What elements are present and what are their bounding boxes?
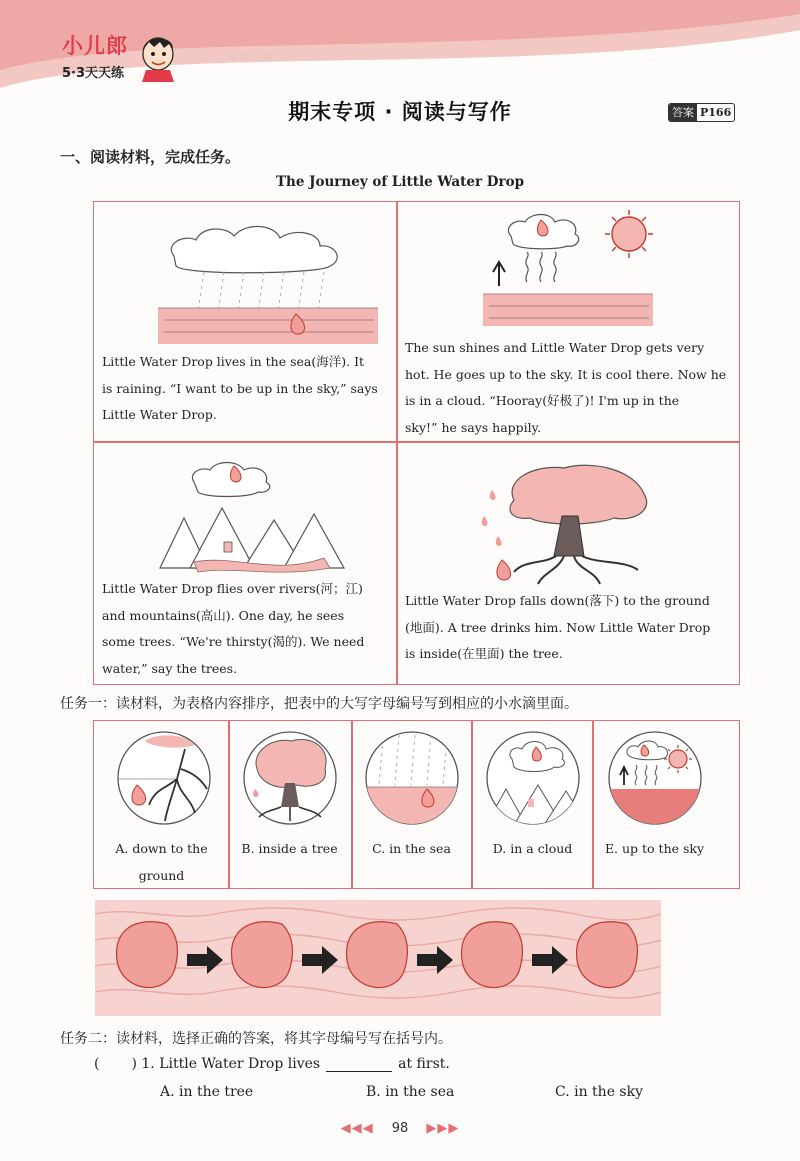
option-a-line: ground — [138, 868, 185, 883]
question-1-suffix: at first. — [398, 1056, 450, 1072]
option-b — [229, 721, 350, 887]
option-b-line: B. inside a tree — [241, 841, 338, 856]
panel-4-line: Little Water Drop falls down(落下) to the ground — [405, 593, 710, 608]
option-c-line: C. in the sea — [372, 841, 451, 856]
panel-1-line: is raining. “I want to be up in the sky,” says — [102, 380, 378, 396]
answer-drop-4 — [462, 922, 523, 988]
page-title: 期末专项 · 阅读与写作 — [288, 100, 512, 124]
brand-series: 5·3天天练 — [62, 66, 125, 81]
header-faint-text: 东北少年 — [228, 50, 272, 63]
task-one-options — [93, 720, 740, 889]
option-d-cloud-icon — [484, 729, 582, 827]
panel-sun-evaporation-illustration — [479, 208, 729, 328]
q1-option-c: C. in the sky — [555, 1084, 644, 1100]
panel-mountains-river-illustration — [154, 458, 374, 578]
panel-2-line: sky!” he says happily. — [405, 419, 542, 435]
brand-name: 小儿郎 — [62, 34, 128, 58]
water-drop-answer-band — [95, 900, 661, 1016]
option-c-label — [351, 835, 472, 862]
option-a-roots-icon — [115, 729, 213, 827]
panel-2-line: The sun shines and Little Water Drop gets very — [405, 340, 705, 355]
panel-1-text — [102, 349, 378, 429]
footer-right-arrows: ▶▶▶ — [426, 1121, 460, 1136]
panel-3-text — [102, 576, 364, 682]
option-e-line: E. up to the sky — [604, 841, 705, 856]
task-one-instruction: 任务一：读材料，为表格内容排序，把表中的大写字母编号写到相应的小水滴里面。 — [60, 696, 578, 712]
option-d-label — [472, 835, 593, 862]
footer-left-arrows: ◀◀◀ — [340, 1121, 374, 1136]
option-d-line: D. in a cloud — [492, 841, 573, 856]
answer-page: P166 — [700, 106, 732, 119]
panel-3-line: some trees. “We're thirsty(渴的). We need — [102, 634, 365, 649]
question-1-prefix: 1. Little Water Drop lives — [141, 1056, 321, 1072]
option-e — [594, 721, 715, 887]
question-1 — [94, 1056, 450, 1072]
q1-option-a: A. in the tree — [160, 1084, 254, 1100]
task-two-instruction: 任务二：读材料，选择正确的答案，将其字母编号写在括号内。 — [60, 1031, 452, 1047]
page-number: 98 — [391, 1121, 409, 1136]
option-c-sea-icon — [363, 729, 461, 827]
option-d — [472, 721, 593, 887]
option-a-line: A. down to the — [115, 841, 208, 856]
story-grid — [93, 201, 740, 685]
panel-2-line: hot. He goes up to the sky. It is cool there. Now he — [405, 366, 727, 382]
panel-4-line: is inside(在里面) the tree. — [405, 646, 563, 661]
panel-4-text — [405, 588, 710, 668]
section-one-heading: 一、阅读材料，完成任务。 — [60, 148, 241, 166]
answer-label: 答案 — [669, 104, 697, 121]
option-e-sky-icon — [606, 729, 704, 827]
answer-drop-5 — [577, 922, 638, 988]
option-a — [101, 721, 222, 887]
option-b-label — [229, 835, 350, 862]
answer-paren-open: ( — [94, 1056, 100, 1072]
option-a-label — [101, 835, 222, 889]
panel-4-line: (地面). A tree drinks him. Now Little Water Drop — [405, 619, 711, 635]
answer-drop-2 — [232, 922, 293, 988]
story-title: The Journey of Little Water Drop — [275, 174, 525, 190]
panel-3-line: Little Water Drop flies over rivers(河；江) — [102, 581, 363, 596]
answer-reference — [668, 103, 735, 122]
q1-option-b: B. in the sea — [366, 1084, 455, 1100]
panel-1-line: Little Water Drop. — [102, 407, 217, 422]
answer-paren-close: ) — [131, 1056, 137, 1072]
panel-1-line: Little Water Drop lives in the sea(海洋). It — [102, 354, 365, 369]
panel-2-line: is in a cloud. “Hooray(好极了)! I'm up in the — [405, 393, 680, 408]
fill-in-blank[interactable] — [326, 1057, 392, 1072]
panel-3-line: and mountains(高山). One day, he sees — [102, 607, 345, 623]
option-b-tree-icon — [241, 729, 339, 827]
option-e-label — [594, 835, 715, 862]
page-footer — [0, 1121, 800, 1136]
panel-2-text — [405, 335, 726, 441]
panel-sea-rain-illustration — [154, 216, 394, 346]
mascot-boy-icon — [136, 30, 180, 82]
panel-tree-roots-illustration — [474, 460, 674, 590]
answer-drop-1 — [117, 922, 178, 988]
option-c — [351, 721, 472, 887]
answer-drop-3 — [347, 922, 408, 988]
panel-3-line: water,” say the trees. — [102, 660, 238, 676]
